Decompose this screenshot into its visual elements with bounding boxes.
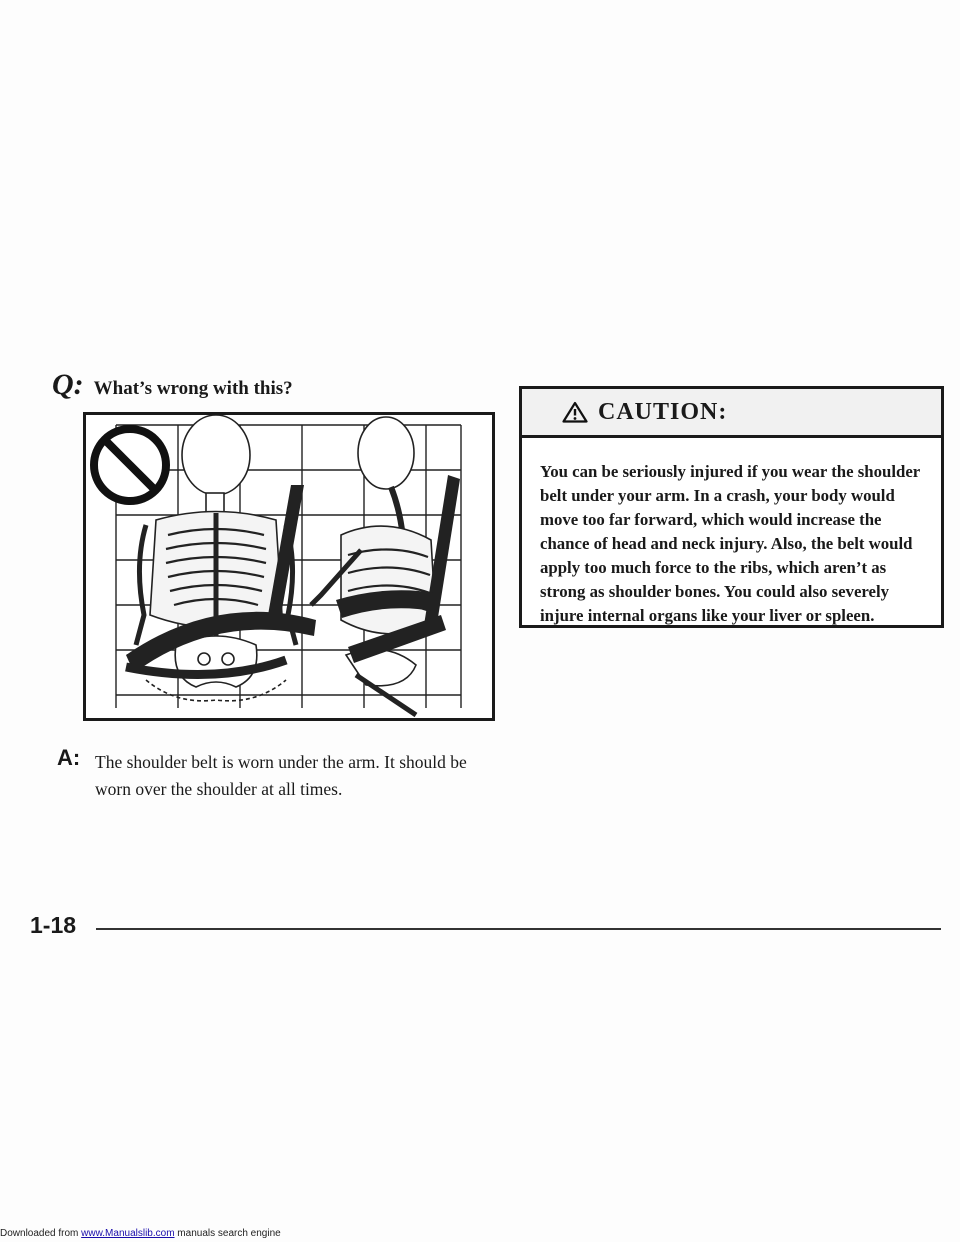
belt-illustration bbox=[83, 412, 495, 721]
watermark-suffix: manuals search engine bbox=[174, 1228, 281, 1239]
watermark-prefix: Downloaded from bbox=[0, 1228, 82, 1239]
caution-text: You can be seriously injured if you wear the shoulder belt under your arm. In a crash, your body would move too far forward, which would increase the chance of head and neck injury. Also, the belt would apply too much force to the ribs, which aren’t as strong as shoulder bones. You could also severely injure internal organs like your liver or spleen. bbox=[540, 462, 920, 625]
manualslib-link[interactable]: www.Manualslib.com bbox=[81, 1228, 175, 1239]
page-number: 1-18 bbox=[30, 912, 77, 938]
answer-label: A: bbox=[57, 745, 81, 770]
caution-box bbox=[519, 386, 944, 628]
footer-rule bbox=[96, 928, 941, 930]
question bbox=[52, 368, 293, 402]
caution-header bbox=[522, 389, 941, 438]
download-watermark bbox=[0, 1228, 281, 1239]
caution-title: CAUTION: bbox=[598, 398, 728, 425]
answer-text: The shoulder belt is worn under the arm. It should be worn over the shoulder at all times. bbox=[95, 752, 467, 799]
prohibited-icon bbox=[94, 429, 166, 501]
question-label: Q: bbox=[52, 368, 84, 401]
side-skeleton bbox=[311, 417, 436, 715]
warning-triangle-icon bbox=[562, 401, 588, 423]
question-text: What’s wrong with this? bbox=[93, 378, 293, 399]
